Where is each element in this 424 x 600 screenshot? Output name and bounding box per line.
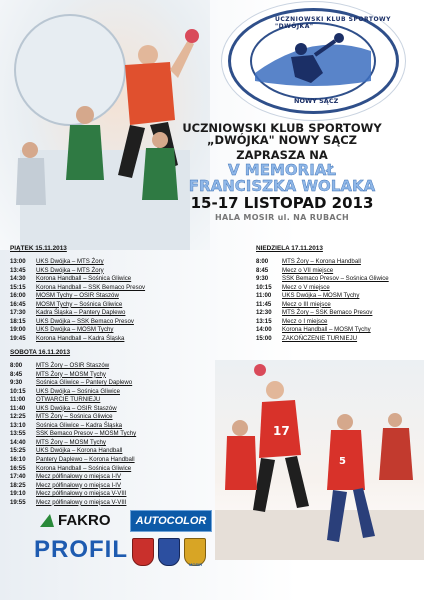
match-time: 13:15	[256, 317, 272, 325]
match-description: Sośnica Gliwice – Kadra Śląska	[36, 421, 123, 429]
match-description: Mecz półfinałowy o miejsca I-IV	[36, 481, 122, 489]
match-time: 9:30	[256, 275, 269, 283]
match-description: Korona Handball – SSK Bemaco Presov	[36, 283, 146, 291]
schedule-row	[10, 267, 145, 276]
svg-text:5: 5	[339, 456, 346, 467]
schedule-row	[10, 422, 136, 431]
match-description: Mecz o VII miejsce	[282, 266, 334, 274]
saturday-schedule	[10, 349, 136, 507]
match-time: 11:45	[256, 300, 272, 308]
match-time: 9:30	[10, 379, 23, 387]
match-time: 16:45	[10, 300, 26, 308]
schedule-row	[10, 275, 145, 284]
match-time: 19:00	[10, 326, 26, 334]
sponsor-mosir-text: MOSiR	[189, 562, 203, 567]
schedule-row	[10, 326, 145, 335]
schedule-row	[10, 447, 136, 456]
match-description: Mecz półfinałowy o miejsca V-VIII	[36, 498, 127, 506]
match-time: 8:45	[256, 266, 269, 274]
match-description: UKS Dwójka – Korona Handball	[36, 447, 123, 455]
schedule-row	[256, 258, 389, 267]
match-time: 15:00	[256, 334, 272, 342]
club-logo	[228, 8, 399, 114]
match-description: UKS Dwójka – OSIR Staszów	[36, 404, 117, 412]
schedule-row	[10, 413, 136, 422]
match-description: MTS Żory – SSK Bemaco Presov	[282, 309, 373, 317]
match-time: 19:55	[10, 498, 26, 506]
schedule-row	[10, 473, 136, 482]
schedule-row	[256, 309, 389, 318]
match-description: MTS Żory – Sośnica Gliwice	[36, 413, 113, 421]
schedule-row	[10, 292, 145, 301]
headline-club-name: UCZNIOWSKI KLUB SPORTOWY	[182, 121, 382, 135]
headline-block	[140, 122, 424, 223]
schedule-row	[10, 439, 136, 448]
match-description: Mecz o III miejsce	[282, 300, 331, 308]
match-description: Sośnica Gliwice – Pantery Daplewo	[36, 379, 133, 387]
handball-action-photo-bottom	[215, 360, 424, 560]
match-time: 11:40	[10, 404, 26, 412]
schedule-row	[256, 292, 389, 301]
sponsor-fakro-text: FAKRO	[58, 512, 111, 529]
headline-venue: HALA MOSIR ul. NA RUBACH	[214, 213, 350, 223]
match-time: 18:15	[10, 317, 26, 325]
logo-arc-top-text: UCZNIOWSKI KLUB SPORTOWY "DWÓJKA"	[275, 16, 392, 30]
match-description: MOSM Tychy – Sośnica Gliwice	[36, 300, 123, 308]
match-description: Korona Handball – Sośnica Gliwice	[36, 275, 132, 283]
match-time: 11:00	[256, 292, 272, 300]
match-time: 10:15	[256, 283, 272, 291]
logo-arc-bottom-text: NOWY SĄCZ	[294, 97, 339, 105]
headline-memorial: V MEMORIAŁ	[227, 161, 337, 180]
match-time: 13:10	[10, 421, 26, 429]
schedule-row	[10, 490, 136, 499]
match-time: 19:10	[10, 490, 26, 498]
headline-dates: 15-17 LISTOPAD 2013	[190, 193, 374, 212]
match-description: MTS Żory – Korona Handball	[282, 258, 361, 265]
match-time: 8:45	[10, 370, 23, 378]
schedule-row	[10, 362, 136, 371]
saturday-title: SOBOTA 16.11.2013	[10, 349, 71, 356]
match-time: 12:25	[10, 413, 26, 421]
schedule-row	[10, 379, 136, 388]
match-description: Pantery Daplewo – Korona Handball	[36, 456, 135, 464]
match-time: 10:15	[10, 387, 26, 395]
headline-club-city: „DWÓJKA" NOWY SĄCZ	[206, 133, 358, 148]
headline-invite: ZAPRASZA NA	[236, 148, 328, 163]
match-description: OTWARCIE TURNIEJU	[36, 396, 101, 404]
match-description: Mecz o I miejsce	[282, 317, 328, 325]
match-description: MTS Żory – OSIR Staszów	[36, 362, 110, 369]
friday-rows	[10, 258, 145, 343]
sponsor-autocolor: AUTOCOLOR	[130, 510, 212, 532]
schedule-row	[10, 430, 136, 439]
match-description: SSK Bemaco Presov – MOSM Tychy	[36, 430, 137, 438]
match-description: MTS Żory – MOSM Tychy	[36, 438, 106, 446]
match-description: MOSM Tychy – OSIR Staszów	[36, 292, 119, 300]
match-description: UKS Dwójka – Sośnica Gliwice	[36, 387, 120, 395]
saturday-rows	[10, 362, 136, 507]
match-time: 16:55	[10, 464, 26, 472]
region-crest-icon	[158, 538, 180, 566]
match-time: 15:15	[10, 283, 26, 291]
match-time: 14:00	[256, 326, 272, 334]
friday-schedule	[10, 245, 145, 343]
match-time: 14:30	[10, 275, 26, 283]
headline-honoree: FRANCISZKA WOLAKA	[188, 176, 376, 195]
city-crest-icon	[132, 538, 154, 566]
match-description: Korona Handball – Kadra Śląska	[36, 334, 125, 342]
match-description: MTS Żory – MOSM Tychy	[36, 370, 106, 378]
match-time: 8:00	[10, 362, 23, 369]
match-description: Mecz o V miejsce	[282, 283, 330, 291]
schedule-row	[256, 267, 389, 276]
match-time: 13:45	[10, 266, 26, 274]
sunday-rows	[256, 258, 389, 343]
match-time: 15:25	[10, 447, 26, 455]
match-time: 11:00	[10, 396, 26, 404]
match-time: 18:25	[10, 481, 26, 489]
handball-players-illustration-bottom	[215, 360, 424, 560]
sunday-schedule	[256, 245, 389, 343]
schedule-row	[10, 301, 145, 310]
match-description: Korona Handball – MOSM Tychy	[282, 326, 371, 334]
schedule-row	[10, 284, 145, 293]
sponsor-fakro	[40, 512, 111, 529]
fakro-logo-icon	[40, 514, 54, 527]
match-description: Kadra Śląska – Pantery Daplewo	[36, 309, 126, 317]
sunday-title: NIEDZIELA 17.11.2013	[256, 245, 323, 252]
schedule-row	[10, 258, 145, 267]
match-time: 16:00	[10, 292, 26, 300]
schedule-row	[256, 301, 389, 310]
match-time: 17:40	[10, 473, 26, 481]
match-description: ZAKOŃCZENIE TURNIEJU	[282, 334, 358, 342]
match-description: UKS Dwójka – MOSM Tychy	[282, 292, 360, 300]
match-description: UKS Dwójka – MOSM Tychy	[36, 326, 114, 334]
schedule-row	[256, 275, 389, 284]
schedule-row	[10, 388, 136, 397]
schedule-row	[10, 371, 136, 380]
match-description: UKS Dwójka – MTS Żory	[36, 266, 104, 274]
match-time: 19:45	[10, 334, 26, 342]
schedule-row	[10, 318, 145, 327]
schedule-row	[10, 465, 136, 474]
match-description: Mecz półfinałowy o miejsca I-IV	[36, 473, 122, 481]
sponsor-profil: PROFIL	[34, 536, 128, 563]
match-time: 12:30	[256, 309, 272, 317]
match-description: UKS Dwójka – SSK Bemaco Presov	[36, 317, 134, 325]
match-time: 8:00	[256, 258, 269, 265]
schedule-row	[10, 405, 136, 414]
schedule-row	[10, 335, 145, 344]
schedule-row	[10, 482, 136, 491]
schedule-row	[10, 396, 136, 405]
schedule-row	[256, 318, 389, 327]
schedule-row	[256, 335, 389, 344]
match-time: 17:30	[10, 309, 26, 317]
match-time: 13:00	[10, 258, 26, 265]
match-time: 14:40	[10, 438, 26, 446]
schedule-row	[256, 326, 389, 335]
match-description: Mecz półfinałowy o miejsca V-VIII	[36, 490, 127, 498]
match-time: 16:10	[10, 456, 26, 464]
match-time: 13:55	[10, 430, 26, 438]
schedule-row	[256, 284, 389, 293]
schedule-row	[10, 309, 145, 318]
schedule-row	[10, 499, 136, 508]
match-description: Korona Handball – Sośnica Gliwice	[36, 464, 132, 472]
schedule-row	[10, 456, 136, 465]
match-description: UKS Dwójka – MTS Żory	[36, 258, 104, 265]
svg-text:17: 17	[273, 424, 290, 438]
match-description: SSK Bemaco Presov – Sośnica Gliwice	[282, 275, 389, 283]
friday-title: PIĄTEK 15.11.2013	[10, 245, 67, 252]
